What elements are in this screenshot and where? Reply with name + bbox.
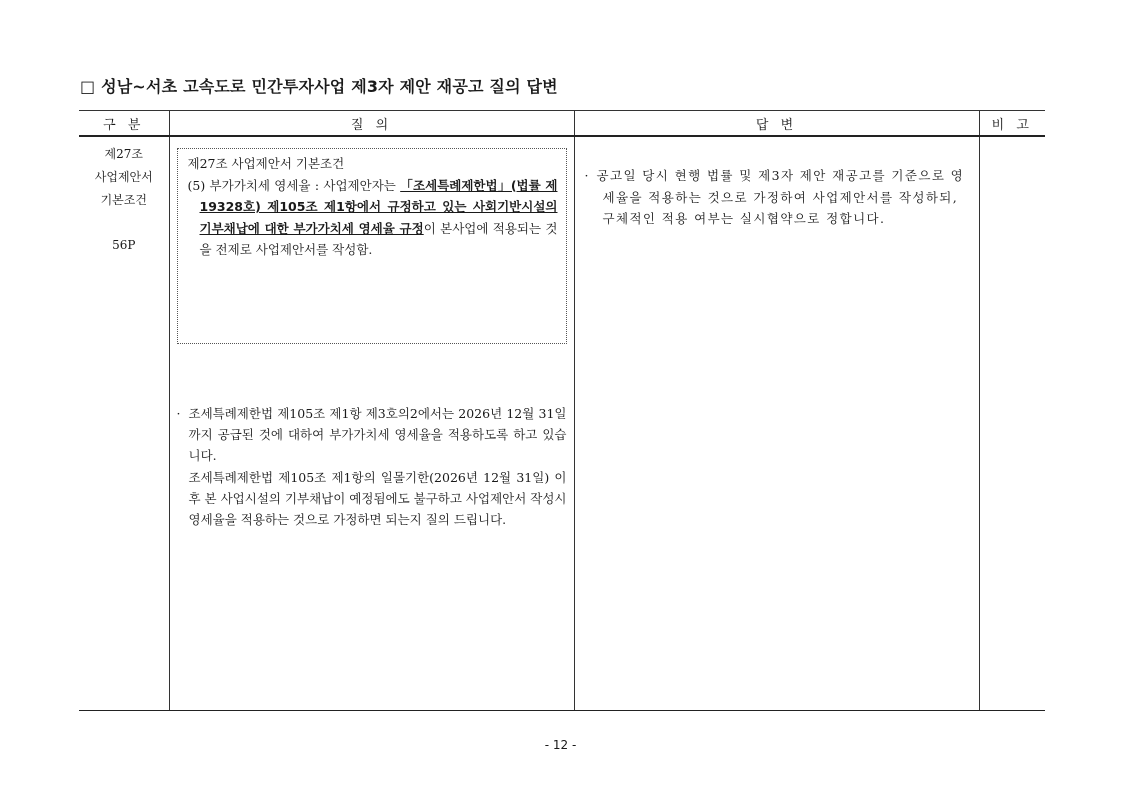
header-remarks: 비 고 bbox=[979, 111, 1045, 137]
bullet-icon: · bbox=[584, 168, 590, 183]
category-page-ref: 56P bbox=[112, 238, 136, 252]
bullet-icon: · bbox=[176, 406, 181, 421]
answer-text bbox=[585, 165, 973, 230]
page-title: □ 성남∼서초 고속도로 민간투자사업 제3자 제안 재공고 질의 답변 bbox=[80, 77, 558, 96]
rfp-item-prefix: (5) 부가가치세 영세율 : 사업제안자는 bbox=[187, 177, 401, 193]
question-cell bbox=[169, 136, 574, 711]
category-line-3: 기본조건 bbox=[100, 193, 147, 207]
category-article: 제27조 bbox=[104, 147, 143, 161]
remarks-cell bbox=[979, 136, 1045, 711]
answer-cell bbox=[574, 136, 979, 711]
rfp-excerpt-box bbox=[177, 148, 567, 344]
category-line-2: 사업제안서 bbox=[94, 170, 153, 184]
question-paragraph-1 bbox=[177, 403, 567, 467]
table-row bbox=[79, 136, 1045, 711]
qa-table bbox=[79, 110, 1045, 711]
question-paragraph-1-text: 조세특례제한법 제105조 제1항 제3호의2에서는 2026년 12월 31일까지 공급된 것에 대하여 부가가치세 영세율을 적용하도록 하고 있습니다. bbox=[188, 406, 567, 464]
rfp-item bbox=[188, 175, 558, 261]
header-answer: 답 변 bbox=[574, 111, 979, 137]
header-question: 질 의 bbox=[169, 111, 574, 137]
rfp-heading: 제27조 사업제안서 기본조건 bbox=[187, 156, 345, 171]
rfp-item-suffix: 이 본사업에 적용되는 것을 전제로 사업제안서를 작성함. bbox=[199, 220, 558, 257]
page-number: - 12 - bbox=[544, 738, 577, 752]
rfp-item-emphasis: 「조세특례제한법」(법률 제19328호) 제105조 제1항에서 규정하고 있는 사회기반시설의 기부채납에 대한 부가가치세 영세율 규정 bbox=[199, 177, 558, 236]
category-cell bbox=[79, 136, 169, 711]
answer-body: 공고일 당시 현행 법률 및 제3자 제안 재공고를 기준으로 영세율을 적용하는 것으로 가정하여 사업제안서를 작성하되, 구체적인 적용 여부는 실시협약으로 정합니다. bbox=[596, 168, 965, 226]
header-category: 구 분 bbox=[79, 111, 169, 137]
question-paragraph-2: 조세특례제한법 제105조 제1항의 일몰기한(2026년 12월 31일) 이후 본 사업시설의 기부채납이 예정됨에도 불구하고 사업제안서 작성시 영세율을 적용하는 것으로 가정하면 되는지 질의 드립니다. bbox=[188, 469, 567, 528]
table-header-row bbox=[79, 111, 1045, 137]
question-text bbox=[177, 403, 567, 530]
